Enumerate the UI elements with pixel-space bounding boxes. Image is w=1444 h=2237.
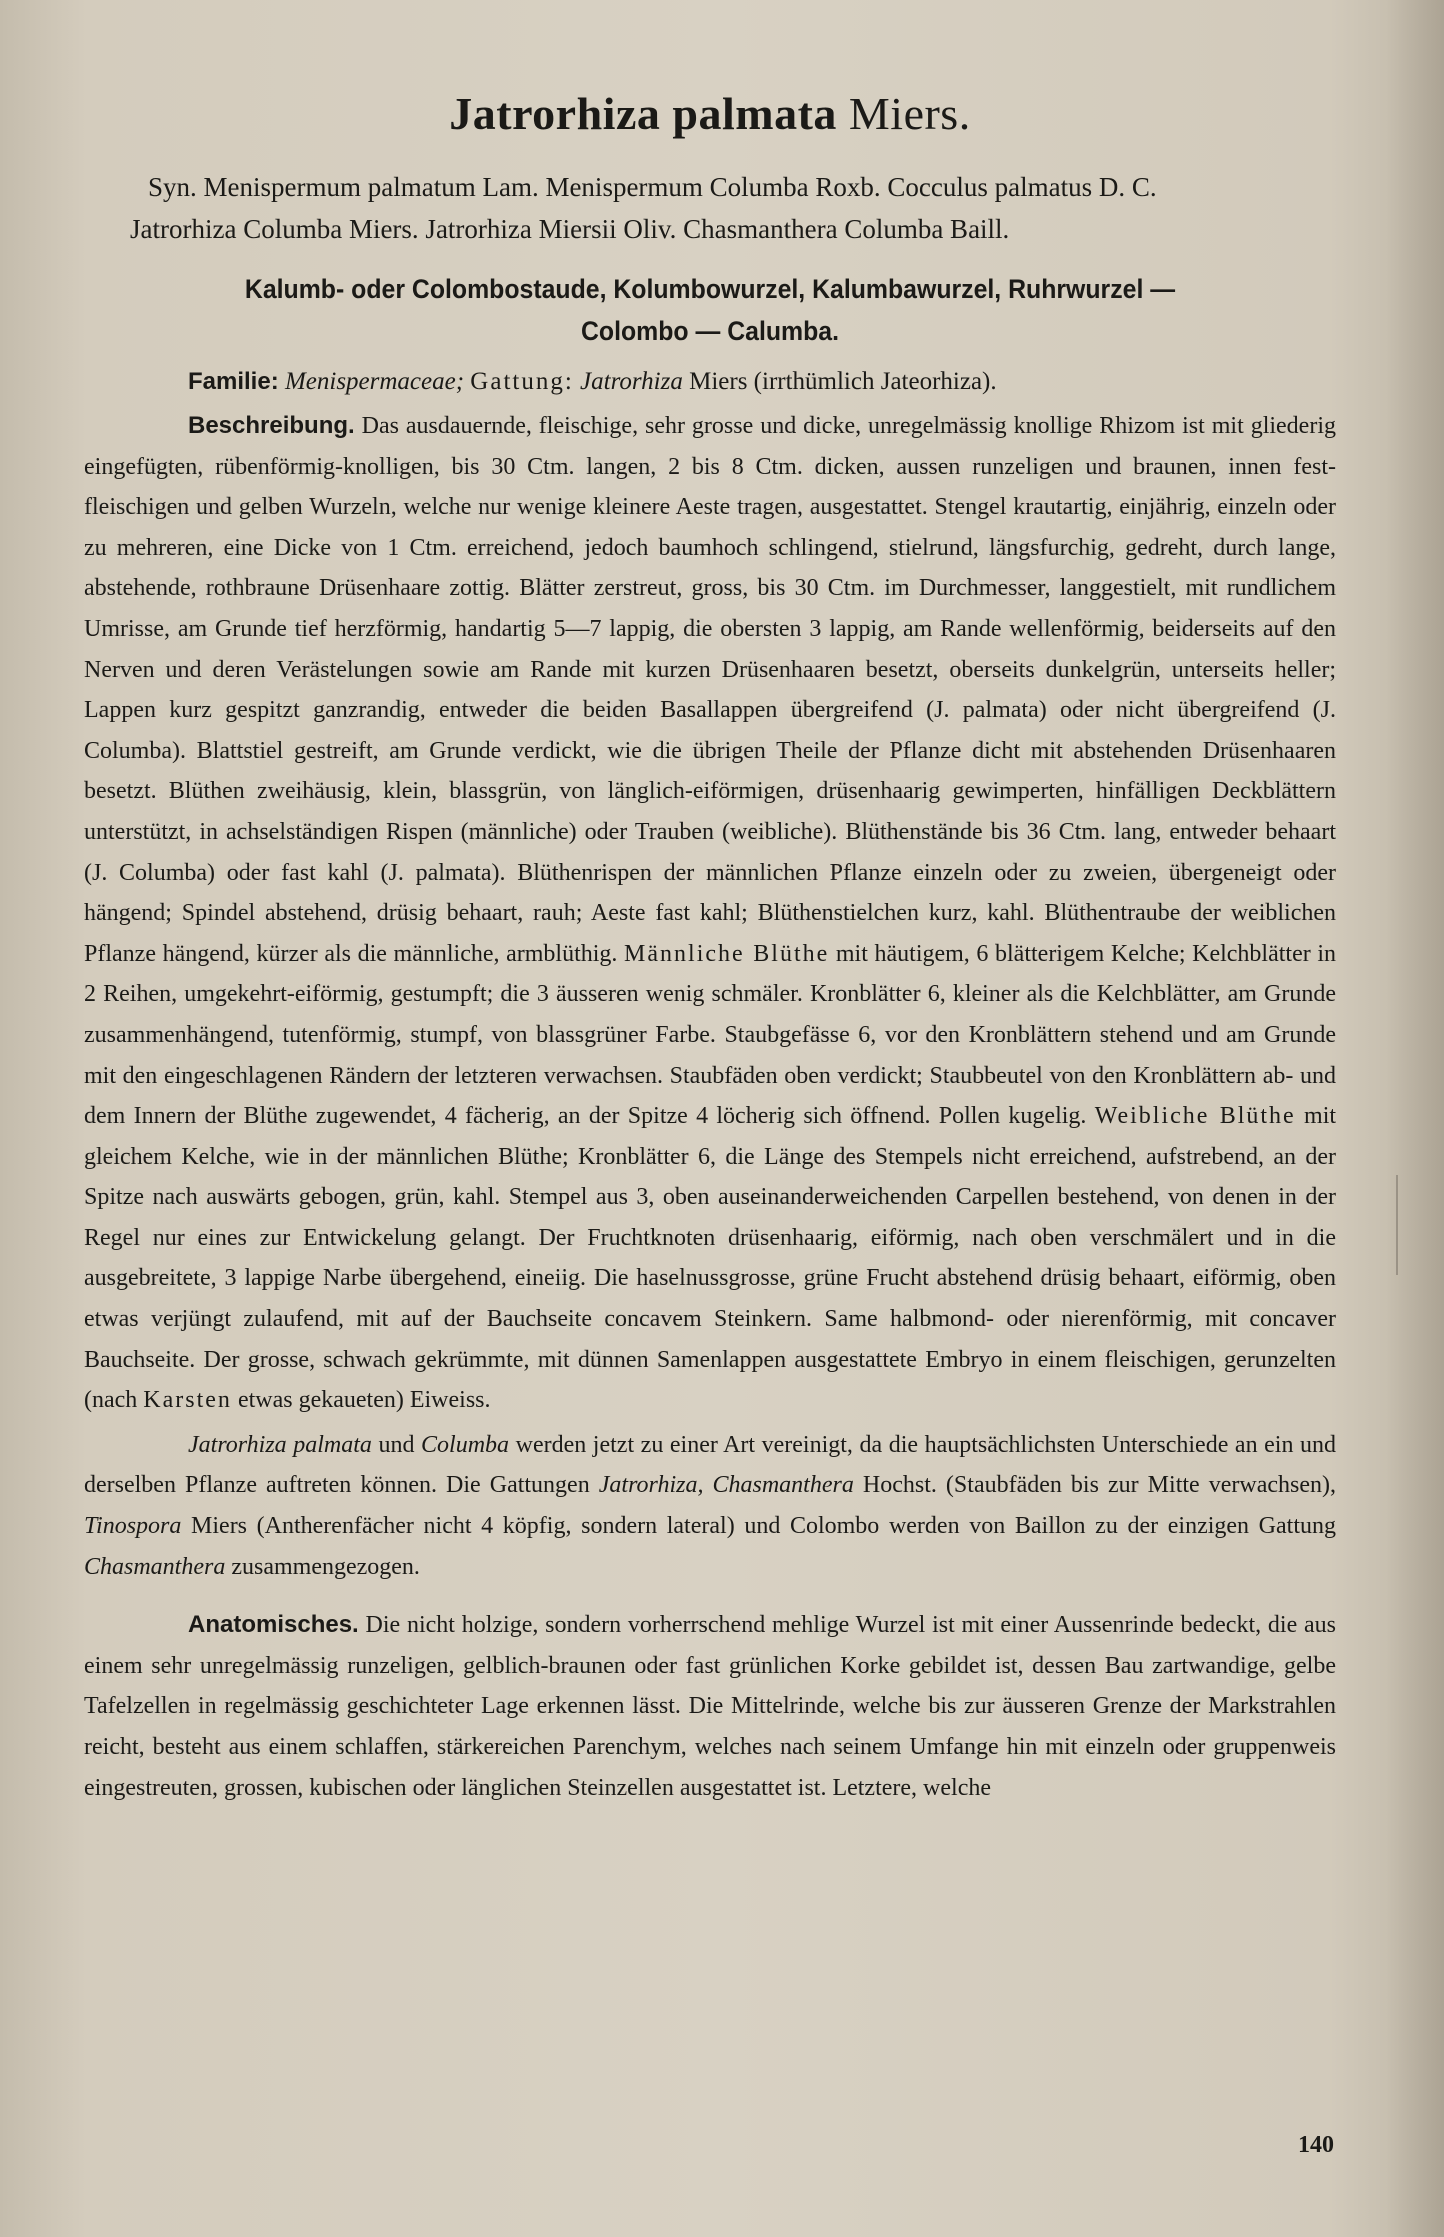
note-italic-1: Jatrorhiza palmata: [188, 1431, 372, 1458]
common-names-line-1: Kalumb- oder Colombostaude, Kolumbowurzel, Kalumbawurzel, Ruhrwurzel —: [244, 274, 1176, 304]
description-text-4: etwas gekaueten) Eiweiss.: [237, 1387, 491, 1414]
note-italic-4: Tinospora: [84, 1513, 182, 1540]
description-paragraph: [84, 406, 1336, 1421]
male-flower-label: Männliche Blüthe: [624, 940, 830, 967]
common-names-line-2: Colombo — Calumba.: [580, 316, 840, 346]
description-label: Beschreibung.: [188, 412, 355, 439]
note-italic-5: Chasmanthera: [84, 1553, 226, 1580]
note-text-2: werden jetzt zu einer Art vereinigt, da die hauptsächlichsten Unterschiede an ein und derselben Pflanze auftreten können. Die Gattungen: [84, 1431, 1337, 1499]
anatomy-text: Die nicht holzige, sondern vorherrschend mehlige Wurzel ist mit einer Aussenrinde bedeckt, die aus einem sehr unregelmässig runzeligen, gelblich-braunen oder fast grünlichen Korke gebildet ist, dessen Bau zartwandige, gelbe Tafelzellen in regelmässig geschichteter Lage erkennen lässt. Die Mittelrinde, welche bis zur äusseren Grenze der Markstrahlen reicht, besteht aus einem schlaffen, stärkereichen Parenchym, welches nach seinem Umfange hin mit einzeln oder gruppenweis eingestreuten, grossen, kubischen oder länglichen Steinzellen ausgestattet ist. Letztere, welche: [84, 1612, 1337, 1801]
description-text-3: mit gleichem Kelche, wie in der männlichen Blüthe; Kronblätter 6, die Länge des Stempels nicht erreichend, aufstrebend, an der Spitze nach auswärts gebogen, grün, kahl. Stempel aus 3, oben auseinanderweichenden Carpellen bestehend, von denen in der Regel nur eines zur Entwickelung gelangt. Der Fruchtknoten drüsenhaarig, eiförmig, nach oben verschmälert und in die ausgebreitete, 3 lappige Narbe übergehend, eineiig. Die haselnussgrosse, grüne Frucht abstehend drüsig behaart, eiförmig, oben etwas verjüngt zulaufend, mit auf der Bauchseite concavem Steinkern. Same halbmond- oder nierenförmig, mit concaver Bauchseite. Der grosse, schwach gekrümmte, mit dünnen Samenlappen ausgestattete Embryo in einem fleischigen, gerunzelten (nach: [84, 1103, 1337, 1414]
page-number: 140: [1298, 2132, 1334, 2158]
note-paragraph: [84, 1425, 1336, 1587]
family-name: Menispermaceae;: [284, 368, 465, 395]
family-label: Familie:: [188, 368, 279, 395]
note-italic-2: Columba: [421, 1431, 510, 1458]
genus-name: Jatrorhiza: [580, 368, 683, 395]
species-author: Miers.: [848, 88, 971, 139]
page-title: [84, 84, 1336, 144]
species-name: Jatrorhiza palmata: [449, 88, 837, 139]
karsten-name: Karsten: [143, 1387, 232, 1414]
page-content: [84, 84, 1336, 1808]
genus-label: Gattung:: [470, 368, 574, 395]
synonyms-block: [84, 166, 1336, 250]
note-text-3: Hochst. (Staubfäden bis zur Mitte verwachsen),: [862, 1472, 1336, 1499]
main-text: [84, 406, 1336, 1808]
synonyms-line-2: Jatrorhiza Columba Miers. Jatrorhiza Miersii Oliv. Chasmanthera Columba Baill.: [130, 214, 1010, 244]
family-line: [84, 362, 1336, 402]
note-text-1: und: [378, 1431, 415, 1458]
description-text-1: Das ausdauernde, fleischige, sehr grosse und dicke, unregelmässig knollige Rhizom ist mit gliederig eingefügten, rübenförmig-knolligen, bis 30 Ctm. langen, 2 bis 8 Ctm. dicken, aussen runzeligen und braunen, innen fest-fleischigen und gelben Wurzeln, welche nur wenige kleinere Aeste tragen, ausgestattet. Stengel krautartig, einjährig, einzeln oder zu mehreren, eine Dicke von 1 Ctm. erreichend, jedoch baumhoch schlingend, stielrund, längsfurchig, gedreht, durch lange, abstehende, rothbraune Drüsenhaare zottig. Blätter zerstreut, gross, bis 30 Ctm. im Durchmesser, langgestielt, mit rundlichem Umrisse, am Grunde tief herzförmig, handartig 5—7 lappig, die obersten 3 lappig, am Rande wellenförmig, beiderseits auf den Nerven und deren Verästelungen sowie am Rande mit kurzen Drüsenhaaren besetzt, oberseits dunkelgrün, unterseits heller; Lappen kurz gespitzt ganzrandig, entweder die beiden Basallappen übergreifend (J. palmata) oder nicht übergreifend (J. Columba). Blattstiel gestreift, am Grunde verdickt, wie die übrigen Theile der Pflanze dicht mit abstehenden Drüsenhaaren besetzt. Blüthen zweihäusig, klein, blassgrün, von länglich-eiförmigen, drüsenhaarig gewimperten, hinfälligen Deckblättern unterstützt, in achselständigen Rispen (männliche) oder Trauben (weibliche). Blüthenstände bis 36 Ctm. lang, entweder behaart (J. Columba) oder fast kahl (J. palmata). Blüthenrispen der männlichen Pflanze einzeln oder zu zweien, übergeneigt oder hängend; Spindel abstehend, drüsig behaart, rauh; Aeste fast kahl; Blüthenstielchen kurz, kahl. Blüthentraube der weiblichen Pflanze hängend, kürzer als die männliche, armblüthig.: [84, 413, 1336, 967]
genus-rest: Miers (irrthümlich Jateorhiza).: [689, 368, 997, 395]
synonyms-line-1: Syn. Menispermum palmatum Lam. Menispermum Columba Roxb. Cocculus palmatus D. C.: [148, 172, 1157, 202]
anatomy-label: Anatomisches.: [188, 1611, 359, 1639]
note-text-4: Miers (Antherenfächer nicht 4 köpfig, sondern lateral) und Colombo werden von Baillon zu der einzigen Gattung: [191, 1513, 1337, 1540]
note-italic-3: Jatrorhiza, Chasmanthera: [598, 1472, 854, 1499]
description-text-2: mit häutigem, 6 blätterigem Kelche; Kelchblätter in 2 Reihen, umgekehrt-eiförmig, gestumpft; die 3 äusseren wenig schmäler. Kronblätter 6, kleiner als die Kelchblätter, am Grunde zusammenhängend, tutenförmig, stumpf, von blassgrüner Farbe. Staubgefässe 6, vor den Kronblättern stehend und am Grunde mit den eingeschlagenen Rändern der letzteren verwachsen. Staubfäden oben verdickt; Staubbeutel von den Kronblättern ab- und dem Innern der Blüthe zugewendet, 4 fächerig, an der Spitze 4 löcherig sich öffnend. Pollen kugelig.: [84, 940, 1337, 1130]
common-names-block: [134, 268, 1286, 352]
note-text-5: zusammengezogen.: [231, 1553, 420, 1580]
female-flower-label: Weibliche Blüthe: [1094, 1103, 1296, 1130]
page-edge-shadow: [1386, 0, 1444, 2237]
margin-pencil-line: [1396, 1175, 1398, 1275]
anatomy-paragraph: [84, 1605, 1336, 1808]
